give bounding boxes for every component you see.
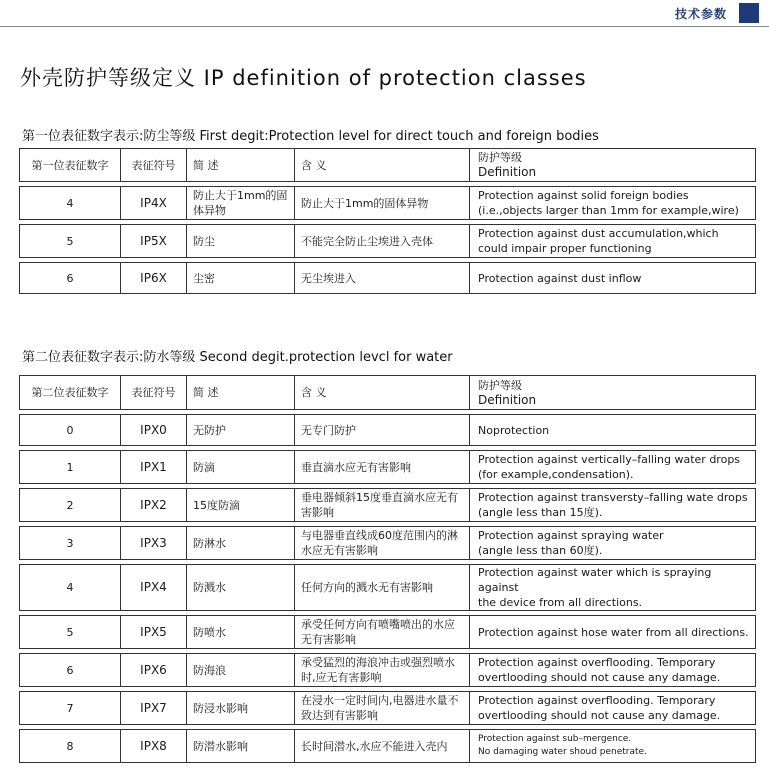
row-symbol: IPX1 [120,450,186,484]
table-row [19,526,756,560]
row-definition [469,729,756,763]
row-brief: 防喷水 [186,615,294,649]
row-symbol: IPX4 [120,564,186,611]
row-brief: 无防护 [186,414,294,446]
row-definition-line: Protection against dust accumulation,which [478,227,719,240]
row-meaning: 长时间潜水,水应不能进入壳内 [294,729,469,763]
header-meaning: 含 义 [294,375,469,410]
header-definition-cn: 防护等级 [478,151,522,164]
row-meaning: 与电器垂直线成60度范围内的淋水应无有害影响 [294,526,469,560]
row-definition [469,691,756,725]
row-symbol: IPX6 [120,653,186,687]
row-meaning: 在浸水一定时间内,电器进水量不致达到有害影响 [294,691,469,725]
table-row [19,262,756,294]
row-definition-line: (angle less than 15度). [478,506,603,519]
row-symbol: IPX7 [120,691,186,725]
header-definition-en: Definition [478,392,537,407]
row-definition-line: Protection against dust inflow [478,271,642,285]
table-row [19,488,756,522]
header-symbol: 表征符号 [120,148,186,182]
row-definition-line: (for example,condensation). [478,468,634,481]
row-symbol: IP5X [120,224,186,258]
row-definition [469,488,756,522]
row-meaning: 无尘埃进入 [294,262,469,294]
header-definition [469,148,756,182]
row-brief: 防淋水 [186,526,294,560]
header-definition-cn: 防护等级 [478,378,522,392]
row-digit: 7 [19,691,120,725]
row-symbol: IPX3 [120,526,186,560]
header-bar [0,0,769,27]
header-definition [469,375,756,410]
row-meaning: 不能完全防止尘埃进入壳体 [294,224,469,258]
row-definition-line: Protection against water which is spraying against [478,566,712,594]
row-definition-line: the device from all directions. [478,596,643,609]
row-definition-line: Protection against solid foreign bodies [478,189,689,202]
row-definition-line: Protection against hose water from all directions. [478,625,749,639]
row-symbol: IP4X [120,186,186,220]
row-digit: 1 [19,450,120,484]
row-definition [469,450,756,484]
page-title: 外壳防护等级定义 IP definition of protection classes [20,66,587,90]
row-definition-line: Protection against sub–mergence. [478,734,632,744]
row-brief: 防尘 [186,224,294,258]
row-definition-line: Protection against spraying water [478,529,664,542]
table-header-row [19,375,756,410]
header-digit: 第一位表征数字 [19,148,120,182]
row-brief: 防止大于1mm的固体异物 [186,186,294,220]
row-definition-line: Protection against transversty–falling wate drops [478,491,748,504]
row-digit: 0 [19,414,120,446]
row-brief: 防滴 [186,450,294,484]
row-brief: 防浸水影响 [186,691,294,725]
row-definition [469,615,756,649]
header-definition-en: Definition [478,165,537,179]
row-digit: 5 [19,224,120,258]
row-digit: 3 [19,526,120,560]
row-definition [469,564,756,611]
row-digit: 4 [19,564,120,611]
row-digit: 5 [19,615,120,649]
row-symbol: IPX0 [120,414,186,446]
row-definition-line: overtlooding should not cause any damage. [478,671,721,684]
row-digit: 8 [19,729,120,763]
row-symbol: IP6X [120,262,186,294]
row-meaning: 任何方向的溅水无有害影响 [294,564,469,611]
table-row [19,414,756,446]
water-protection-table [19,371,756,767]
row-symbol: IPX5 [120,615,186,649]
row-digit: 2 [19,488,120,522]
row-definition-line: Protection against vertically–falling water drops [478,453,741,466]
header-square-marker [739,3,759,23]
row-definition-line: Protection against overflooding. Temporary [478,656,716,669]
row-definition-line: overtlooding should not cause any damage. [478,709,721,722]
row-digit: 4 [19,186,120,220]
header-symbol: 表征符号 [120,375,186,410]
row-definition [469,262,756,294]
table-row [19,653,756,687]
row-meaning: 垂电器倾斜15度垂直滴水应无有害影响 [294,488,469,522]
row-definition [469,186,756,220]
row-definition-line: Protection against overflooding. Temporary [478,694,716,707]
table-row [19,615,756,649]
row-meaning: 承受猛烈的海浪冲击或强烈喷水时,应无有害影响 [294,653,469,687]
row-brief: 防海浪 [186,653,294,687]
row-digit: 6 [19,262,120,294]
row-meaning: 无专门防护 [294,414,469,446]
row-definition [469,224,756,258]
row-brief: 防潜水影响 [186,729,294,763]
row-meaning: 承受任何方向有喷嘴喷出的水应无有害影响 [294,615,469,649]
header-meaning: 含 义 [294,148,469,182]
row-definition [469,414,756,446]
header-digit: 第二位表征数字 [19,375,120,410]
row-definition-line: Noprotection [478,423,550,437]
row-definition-line: No damaging water shoud penetrate. [478,747,647,757]
row-brief: 尘密 [186,262,294,294]
row-symbol: IPX8 [120,729,186,763]
table-row [19,564,756,611]
row-definition-line: (angle less than 60度). [478,544,603,557]
header-brief: 简 述 [186,148,294,182]
row-meaning: 防止大于1mm的固体异物 [294,186,469,220]
table-row [19,450,756,484]
table-header-row [19,148,756,182]
row-brief: 防溅水 [186,564,294,611]
header-brief: 简 述 [186,375,294,410]
section-title-water: 第二位表征数字表示:防水等级 Second degit.protection levcl for water [22,350,453,365]
table-row [19,186,756,220]
header-label: 技术参数 [674,7,727,21]
dust-protection-table [19,144,756,298]
row-meaning: 垂直滴水应无有害影响 [294,450,469,484]
row-brief: 15度防滴 [186,488,294,522]
row-digit: 6 [19,653,120,687]
table-row [19,691,756,725]
row-definition-line: could impair proper functioning [478,242,652,255]
row-definition [469,526,756,560]
row-definition-line: (i.e.,objects larger than 1mm for example,wire) [478,204,739,217]
section-title-dust: 第一位表征数字表示:防尘等级 First degit:Protection level for direct touch and foreign bodies [22,129,599,144]
table-row [19,224,756,258]
row-symbol: IPX2 [120,488,186,522]
table-row [19,729,756,763]
row-definition [469,653,756,687]
